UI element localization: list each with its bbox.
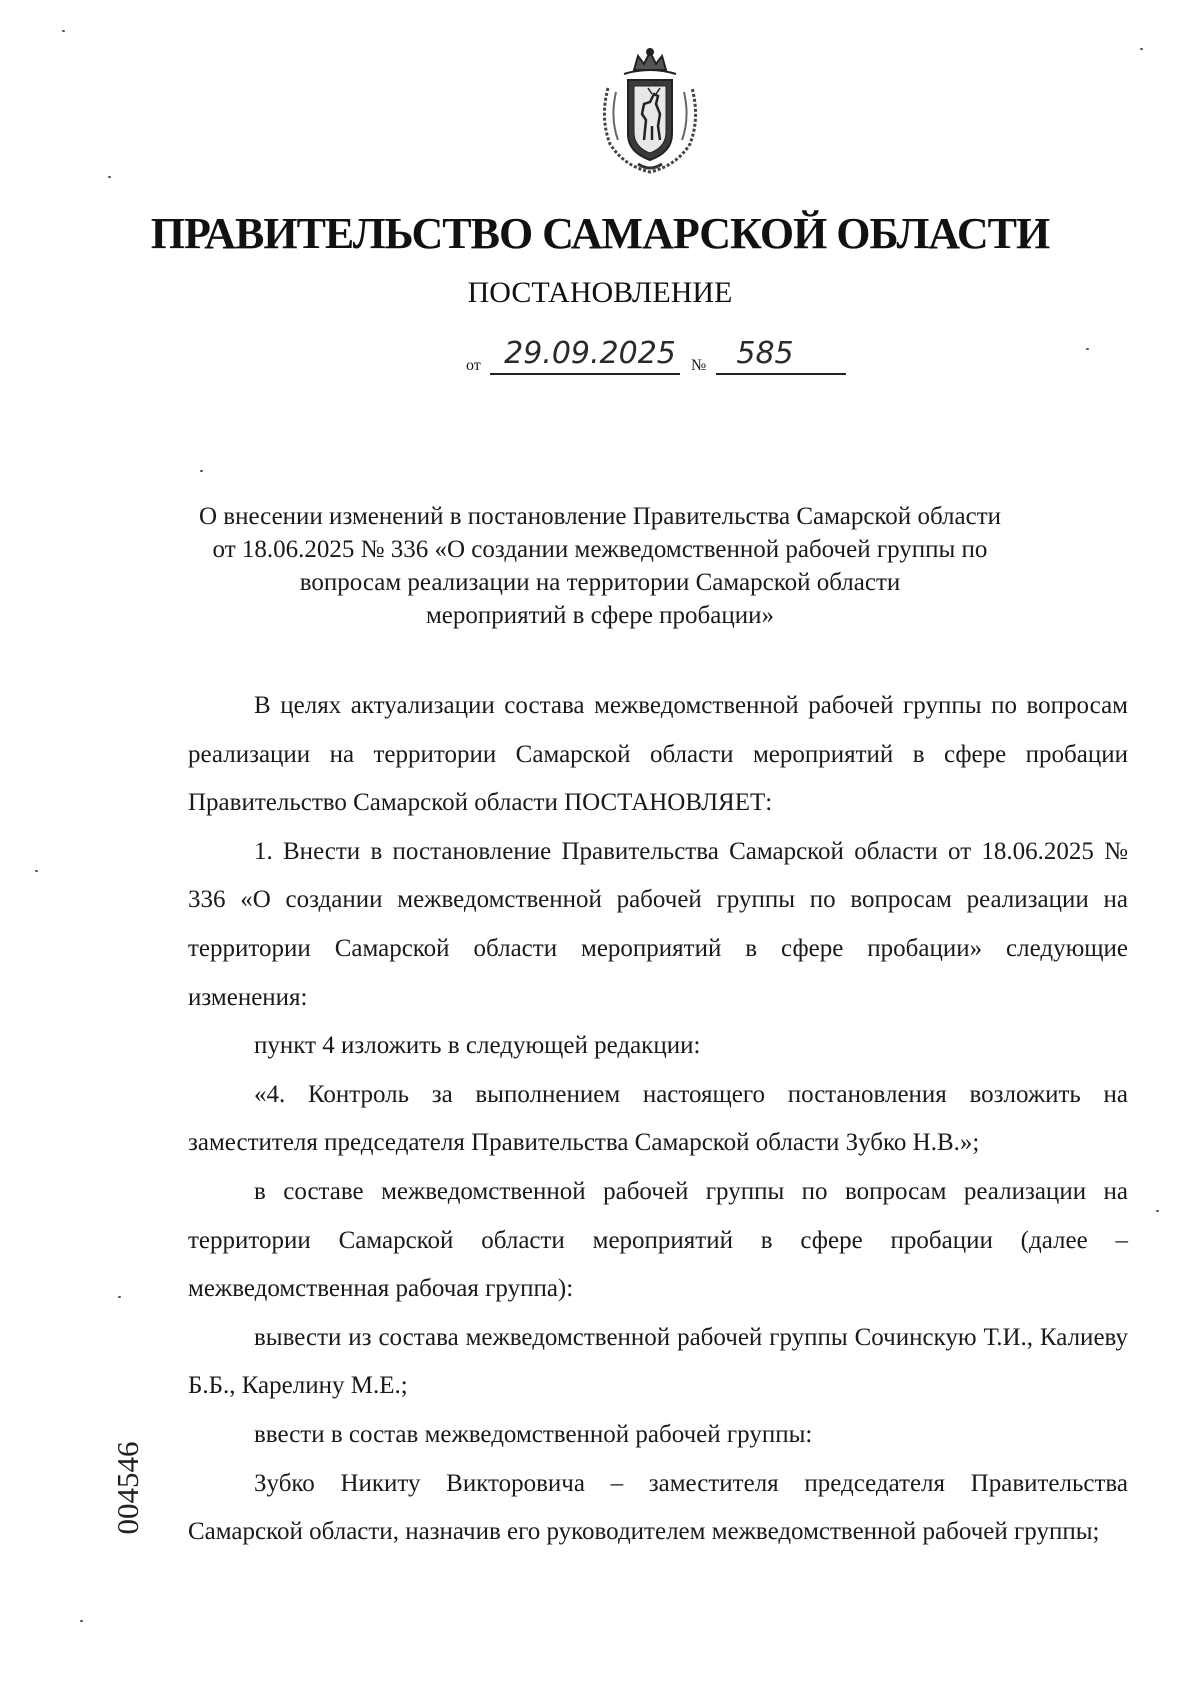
scan-speck [118,1296,121,1298]
document-body [188,682,1128,1557]
document-heading [150,500,1050,632]
document-type: ПОСТАНОВЛЕНИЕ [467,276,733,309]
scan-speck [35,870,38,872]
date-prefix: от [466,357,481,374]
heading-line: вопросам реализации на территории Самарской области [299,569,901,596]
paragraph-new-member: Зубко Никиту Викторовича – заместителя председателя Правительства Самарской области, назначив его руководителем межведомственной рабочей группы; [188,1469,1128,1546]
side-serial-number: 004546 [110,1441,145,1535]
scan-speck [200,470,203,472]
handwritten-number: 585 [736,336,794,371]
paragraph-point-4-text: «4. Контроль за выполнением настоящего постановления возложить на заместителя председателя Правительства Самарской области Зубко Н.В.»; [188,1080,1128,1157]
paragraph-composition: в составе межведомственной рабочей группы по вопросам реализации на территории Самарской области мероприятий в сфере пробации (далее – межведомственная рабочая группа): [188,1177,1128,1303]
date-number-line [460,336,860,376]
paragraph-remove-members: вывести из состава межведомственной рабочей группы Сочинскую Т.И., Калиеву Б.Б., Карелину М.Е.; [188,1323,1128,1400]
handwritten-date: 29.09.2025 [504,336,676,371]
scan-speck [1140,48,1143,50]
scan-speck [62,30,65,32]
heading-line: О внесении изменений в постановление Правительства Самарской области [198,503,1002,530]
scan-speck [1156,1210,1159,1212]
scan-speck [80,1620,83,1622]
paragraph-add-members: ввести в состав межведомственной рабочей группы: [254,1420,813,1448]
heading-line: мероприятий в сфере пробации» [425,602,775,629]
samara-coat-of-arms-icon [594,48,706,176]
scan-speck [108,176,111,178]
date-underline [490,373,680,375]
number-underline [716,373,846,375]
organization-title: ПРАВИТЕЛЬСТВО САМАРСКОЙ ОБЛАСТИ [150,209,1050,258]
paragraph-preamble: В целях актуализации состава межведомственной рабочей группы по вопросам реализации на территории Самарской области мероприятий в сфере пробации Правительство Самарской области ПОСТАНОВЛЯЕТ: [188,692,1128,817]
paragraph-point-4: пункт 4 изложить в следующей редакции: [254,1032,701,1060]
scan-speck [1086,348,1089,350]
paragraph-item-1: 1. Внести в постановление Правительства Самарской области от 18.06.2025 № 336 «О создании межведомственной рабочей группы по вопросам реализации на территории Самарской области мероприятий в сфере пробации» следующие изменения: [188,837,1128,1011]
heading-line: от 18.06.2025 № 336 «О создании межведомственной рабочей группы по [212,536,988,563]
number-prefix: № [691,357,707,374]
